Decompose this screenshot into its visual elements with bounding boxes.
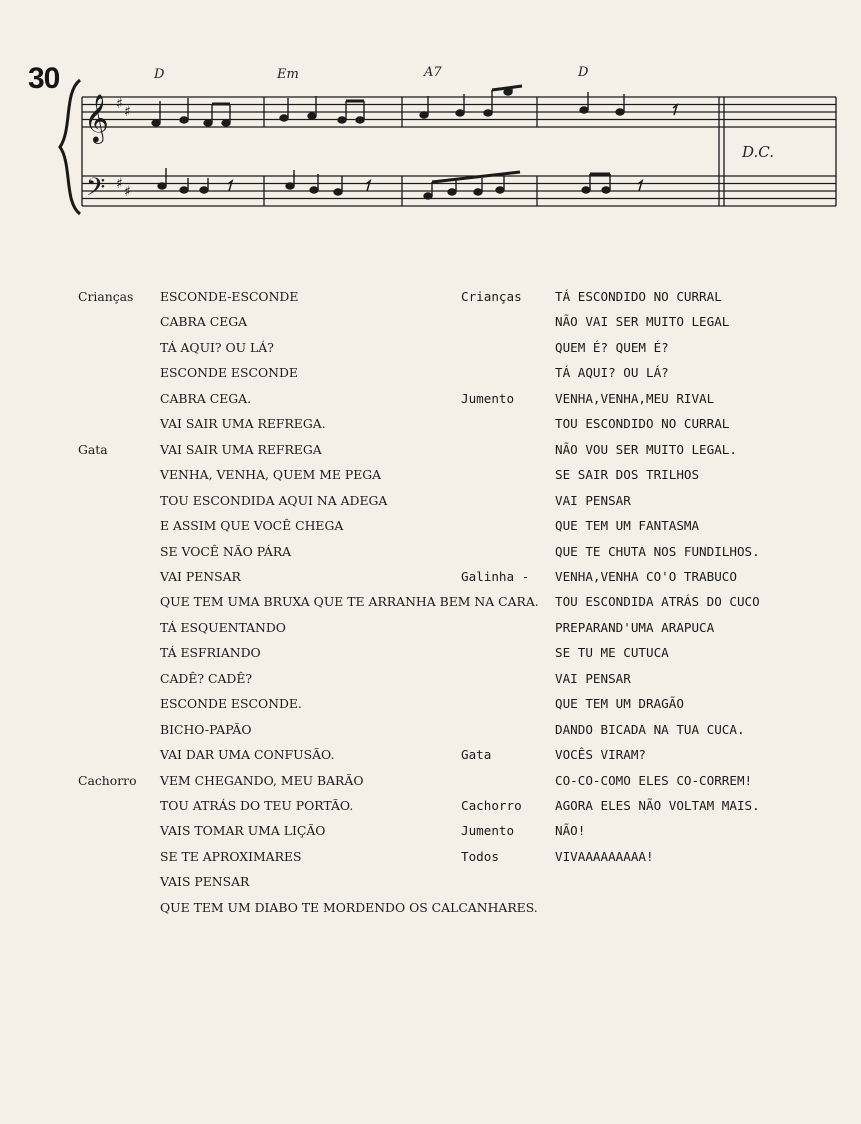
lyric-line: VENHA,VENHA,MEU RIVAL	[555, 390, 715, 406]
lyric-line: CABRA CEGA	[160, 314, 248, 330]
speaker-label: Todos	[461, 848, 499, 864]
lyric-line: VAI SAIR UMA REFREGA	[160, 441, 322, 457]
grand-staff-brace	[60, 80, 80, 214]
speaker-label: Crianças	[78, 289, 134, 304]
lyric-line: VEM CHEGANDO, MEU BARÃO	[160, 772, 364, 788]
lyric-line: TOU ESCONDIDA AQUI NA ADEGA	[160, 492, 388, 508]
key-signature-bass: ♯	[124, 184, 131, 200]
lyric-line: TOU ESCONDIDO NO CURRAL	[555, 416, 730, 432]
lyric-line: VOCÊS VIRAM?	[555, 747, 646, 763]
lyric-line: VENHA, VENHA, QUEM ME PEGA	[160, 467, 382, 483]
lyric-line: PREPARAND'UMA ARAPUCA	[555, 619, 715, 635]
lyric-line: VAI PENSAR	[555, 670, 631, 686]
lyric-line: VIVAAAAAAAAA!	[555, 848, 654, 864]
key-signature-treble: ♯	[116, 96, 123, 112]
lyric-line: QUE TEM UMA BRUXA QUE TE ARRANHA BEM NA CARA.	[160, 594, 539, 610]
lyric-line: NÃO VOU SER MUITO LEGAL.	[555, 441, 737, 457]
lyric-line: SE TU ME CUTUCA	[555, 645, 669, 661]
lyric-line: QUE TEM UM DIABO TE MORDENDO OS CALCANHARES.	[160, 899, 538, 915]
speaker-label: Cachorro	[78, 772, 137, 788]
lyric-line: E ASSIM QUE VOCÊ CHEGA	[160, 518, 344, 534]
treble-clef-icon: 𝄞	[84, 93, 109, 142]
lyric-line: CADÊ? CADÊ?	[160, 670, 253, 686]
lyric-line: AGORA ELES NÃO VOLTAM MAIS.	[555, 798, 760, 813]
lyric-line: VAIS PENSAR	[160, 874, 250, 890]
lyric-line: TÁ AQUI? OU LÁ?	[160, 339, 274, 355]
lyric-line: CABRA CEGA.	[160, 390, 252, 406]
music-score	[0, 0, 861, 220]
lyric-line: TÁ ESFRIANDO	[160, 645, 261, 661]
lyric-line: VENHA,VENHA CO'O TRABUCO	[555, 568, 737, 584]
lyric-line: VAI DAR UMA CONFUSÃO.	[160, 747, 335, 763]
chord-symbol: D	[154, 67, 165, 82]
speaker-label: Jumento	[461, 390, 515, 406]
lyric-line: NÃO!	[555, 823, 586, 839]
lyric-line: DANDO BICADA NA TUA CUCA.	[555, 721, 745, 737]
lyric-line: TÁ AQUI? OU LÁ?	[555, 365, 669, 381]
speaker-label: Jumento	[461, 823, 515, 839]
lyric-line: CO-CO-COMO ELES CO-CORREM!	[555, 772, 753, 788]
speaker-label: Cachorro	[461, 798, 522, 813]
lyric-line: SE VOCÊ NÃO PÁRA	[160, 543, 292, 559]
speaker-label: Gata	[461, 747, 492, 763]
page-number: 30	[28, 62, 60, 95]
lyric-line: ESCONDE ESCONDE.	[160, 696, 302, 712]
treble-rests	[673, 105, 677, 115]
lyric-line: VAIS TOMAR UMA LIÇÃO	[160, 823, 326, 839]
lyric-line: TÁ ESCONDIDO NO CURRAL	[555, 289, 722, 304]
lyric-line: ESCONDE ESCONDE	[160, 365, 298, 381]
lyric-line: SE TE APROXIMARES	[160, 848, 302, 864]
lyric-line: BICHO-PAPÃO	[160, 721, 252, 737]
chord-symbol: A7	[424, 65, 442, 80]
lyric-line: QUE TEM UM DRAGÃO	[555, 696, 684, 712]
lyric-line: VAI PENSAR	[160, 568, 241, 584]
chord-symbol: Em	[277, 67, 299, 82]
lyric-line: VAI SAIR UMA REFREGA.	[160, 416, 326, 432]
lyric-line: TOU ATRÁS DO TEU PORTÃO.	[160, 798, 354, 813]
chord-symbol: D	[578, 65, 589, 80]
lyric-line: QUEM É? QUEM É?	[555, 339, 669, 355]
speaker-label: Crianças	[461, 289, 522, 304]
lyric-line: VAI PENSAR	[555, 492, 631, 508]
da-capo-mark: D.C.	[742, 143, 774, 161]
lyric-line: QUE TEM UM FANTASMA	[555, 518, 700, 534]
lyric-line: QUE TE CHUTA NOS FUNDILHOS.	[555, 543, 760, 559]
lyric-line: TÁ ESQUENTANDO	[160, 619, 286, 635]
speaker-label: Galinha -	[461, 568, 530, 584]
lyric-line: NÃO VAI SER MUITO LEGAL	[555, 314, 730, 330]
bass-staff	[82, 176, 836, 206]
key-signature-bass: ♯	[116, 176, 123, 192]
key-signature-treble: ♯	[124, 104, 131, 120]
lyric-line: ESCONDE-ESCONDE	[160, 289, 299, 304]
bass-clef-icon: 𝄢	[86, 173, 106, 208]
lyric-line: SE SAIR DOS TRILHOS	[555, 467, 700, 483]
lyric-line: TOU ESCONDIDA ATRÁS DO CUCO	[555, 594, 760, 610]
speaker-label: Gata	[78, 441, 108, 457]
